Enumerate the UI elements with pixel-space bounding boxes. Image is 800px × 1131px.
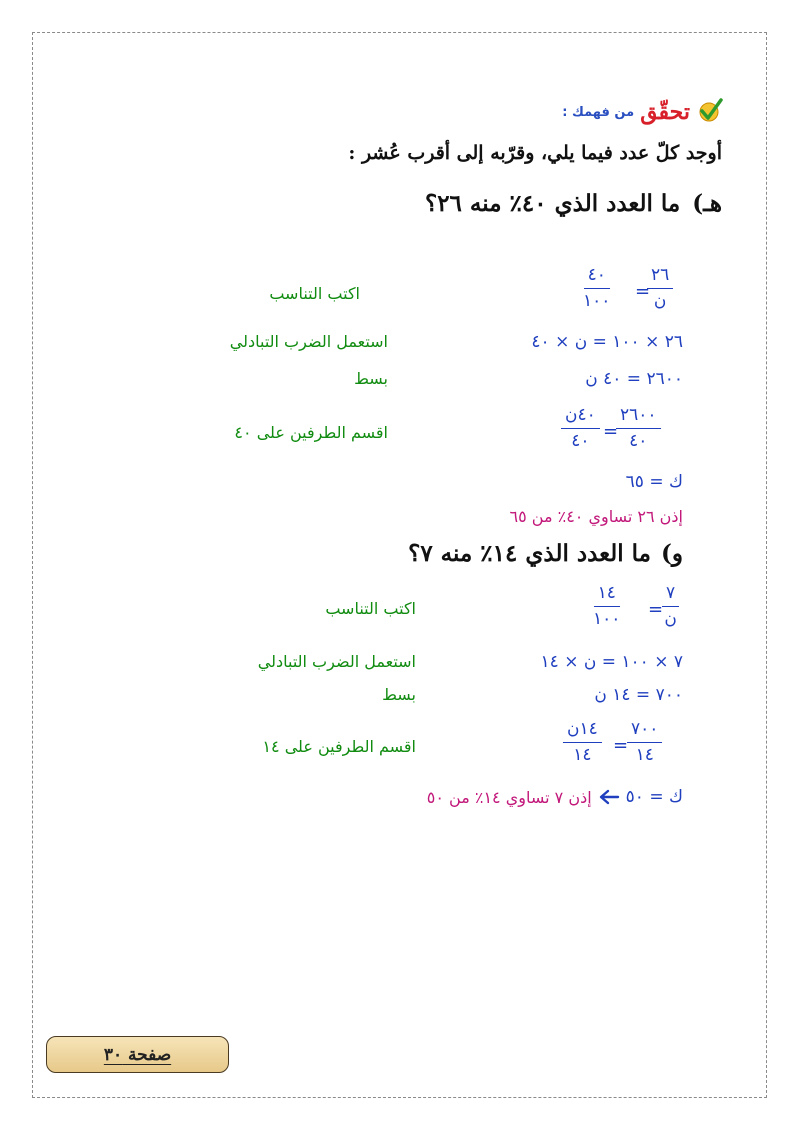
problem-w-step1-right-fraction bbox=[593, 582, 620, 630]
problem-h-question: ما العدد الذي ٤٠٪ منه ٢٦؟ bbox=[424, 190, 681, 217]
problem-w-step1-note: اكتب التناسب bbox=[325, 599, 416, 618]
problem-h-step1-left-fraction bbox=[647, 264, 673, 312]
problem-h-step3-note: بسط bbox=[354, 369, 388, 388]
problem-h-label: هـ) bbox=[692, 190, 722, 217]
fraction-denominator: ن bbox=[653, 291, 667, 311]
problem-h-step4-note: اقسم الطرفين على ٤٠ bbox=[234, 423, 388, 442]
problem-w-step4-note: اقسم الطرفين على ١٤ bbox=[262, 737, 416, 756]
instruction-text: أوجد كلّ عدد فيما يلي، وقرّبه إلى أقرب عُشر : bbox=[348, 142, 722, 164]
problem-h-step1-right-fraction bbox=[583, 264, 610, 312]
problem-h-step2-expr: ٢٦ × ١٠٠ = ن × ٤٠ bbox=[531, 332, 683, 352]
problem-h-step4-right-fraction bbox=[561, 404, 600, 452]
checkmark-icon bbox=[696, 96, 724, 128]
problem-h-step4-left-fraction bbox=[616, 404, 661, 452]
fraction-numerator: ٤٠ن bbox=[561, 404, 600, 429]
page-number-label: صفحة ٣٠ bbox=[103, 1044, 172, 1065]
fraction-denominator: ن bbox=[664, 609, 677, 629]
problem-h-step5-expr: ك = ٦٥ bbox=[625, 472, 683, 492]
header-subtitle: من فهمك : bbox=[562, 104, 635, 120]
equals-sign: = bbox=[603, 421, 619, 442]
fraction-numerator: ٢٦ bbox=[647, 264, 673, 289]
problem-w-conclusion: إذن ٧ تساوي ١٤٪ من ٥٠ bbox=[426, 787, 592, 807]
fraction-denominator: ١٤ bbox=[635, 745, 654, 765]
fraction-denominator: ١٤ bbox=[573, 745, 592, 765]
fraction-numerator: ٢٦٠٠ bbox=[616, 404, 661, 429]
fraction-denominator: ١٠٠ bbox=[583, 291, 611, 311]
problem-h-step3-expr: ٢٦٠٠ = ٤٠ ن bbox=[585, 369, 683, 389]
equals-sign: = bbox=[648, 599, 664, 620]
problem-h-conclusion: إذن ٢٦ تساوي ٤٠٪ من ٦٥ bbox=[509, 507, 683, 526]
problem-w-step3-note: بسط bbox=[382, 685, 416, 704]
problem-w-step4-left-fraction bbox=[627, 718, 662, 766]
problem-w-step2-expr: ٧ × ١٠٠ = ن × ١٤ bbox=[540, 652, 683, 672]
fraction-denominator: ٤٠ bbox=[571, 431, 590, 451]
page-number-badge bbox=[46, 1036, 229, 1073]
problem-w-label: و) bbox=[661, 540, 683, 567]
problem-h-heading bbox=[425, 190, 722, 217]
header-title: تحقّق bbox=[640, 99, 690, 125]
problem-w-step3-expr: ٧٠٠ = ١٤ ن bbox=[594, 685, 683, 705]
fraction-denominator: ١٠٠ bbox=[593, 609, 621, 629]
problem-h-step2-note: استعمل الضرب التبادلي bbox=[229, 332, 388, 351]
fraction-numerator: ١٤ bbox=[594, 582, 620, 607]
problem-w-step5-row bbox=[427, 787, 683, 807]
fraction-numerator: ٧٠٠ bbox=[627, 718, 662, 743]
fraction-numerator: ٧ bbox=[662, 582, 679, 607]
problem-w-step4-right-fraction bbox=[563, 718, 602, 766]
problem-w-step1-left-fraction bbox=[662, 582, 679, 630]
check-understanding-header bbox=[562, 96, 724, 128]
problem-h-step1-note: اكتب التناسب bbox=[269, 284, 360, 303]
fraction-numerator: ١٤ن bbox=[563, 718, 602, 743]
problem-w-step2-note: استعمل الضرب التبادلي bbox=[257, 652, 416, 671]
equals-sign: = bbox=[635, 281, 651, 302]
fraction-numerator: ٤٠ bbox=[584, 264, 610, 289]
fraction-denominator: ٤٠ bbox=[629, 431, 648, 451]
problem-w-question: ما العدد الذي ١٤٪ منه ٧؟ bbox=[408, 540, 651, 567]
arrow-left-icon bbox=[598, 789, 620, 805]
problem-w-heading bbox=[408, 540, 683, 567]
equals-sign: = bbox=[613, 735, 629, 756]
problem-w-step5-expr: ك = ٥٠ bbox=[625, 787, 683, 807]
